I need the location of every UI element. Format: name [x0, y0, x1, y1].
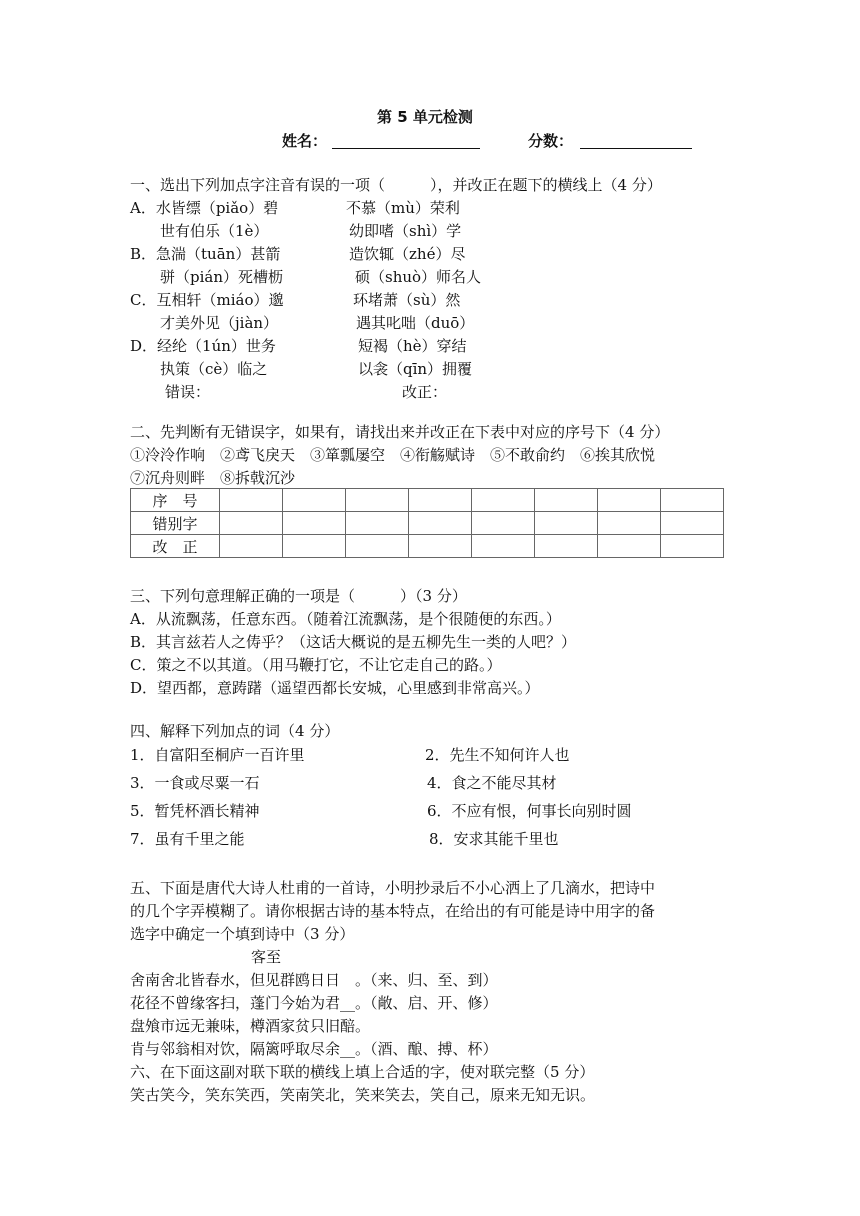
table-cell[interactable]	[283, 489, 346, 512]
q1-line-1b: 不慕（mù）荣利	[346, 199, 460, 217]
score-label: 分数：	[528, 132, 574, 150]
q1-prompt: 一、选出下列加点字注音有误的一项（ ），并改正在题下的横线上（4 分）	[130, 176, 662, 194]
table-cell[interactable]	[535, 535, 598, 558]
q3-option-d: D．望西都，意踌躇（遥望西都长安城，心里感到非常高兴。）	[130, 679, 540, 697]
table-cell[interactable]	[472, 512, 535, 535]
q4-prompt: 四、解释下列加点的词（4 分）	[130, 722, 340, 740]
q3-option-c: C．策之不以其道。（用马鞭打它，不让它走自己的路。）	[130, 656, 502, 674]
table-cell[interactable]	[409, 489, 472, 512]
q1-line-7a: D．经纶（1ún）世务	[130, 337, 276, 355]
table-cell[interactable]	[283, 512, 346, 535]
table-cell[interactable]	[661, 535, 724, 558]
q1-error-label: 错误：	[165, 383, 211, 401]
poem-line-4: 肯与邻翁相对饮，隔篱呼取尽余__。（酒、酿、搏、杯）	[130, 1040, 498, 1058]
table-cell[interactable]	[220, 535, 283, 558]
table-row	[131, 512, 724, 535]
q2-items-line-2: ⑦沉舟则畔 ⑧拆戟沉沙	[130, 469, 296, 487]
q3-prompt: 三、下列句意理解正确的一项是（ ）（3 分）	[130, 587, 467, 605]
q1-line-2b: 幼即嗜（shì）学	[349, 222, 462, 240]
q1-line-4b: 硕（shuò）师名人	[355, 268, 482, 286]
q4-item-2: 2．先生不知何许人也	[425, 746, 570, 764]
table-header-cell: 序 号	[131, 489, 220, 512]
page-title: 第 5 单元检测	[377, 108, 473, 126]
table-cell[interactable]	[598, 512, 661, 535]
table-header-cell: 改 正	[131, 535, 220, 558]
table-cell[interactable]	[346, 535, 409, 558]
q1-fix-label: 改正：	[402, 383, 448, 401]
table-cell[interactable]	[535, 512, 598, 535]
q3-option-b: B．其言兹若人之俦乎？（这话大概说的是五柳先生一类的人吧？）	[130, 633, 577, 651]
poem-line-3: 盘飧市远无兼味，樽酒家贫只旧醅。	[130, 1017, 371, 1035]
table-cell[interactable]	[661, 489, 724, 512]
q1-line-2a: 世有伯乐（1è）	[130, 222, 269, 240]
table-cell[interactable]	[409, 535, 472, 558]
q1-line-3a: B．急湍（tuān）甚箭	[130, 245, 281, 263]
q1-line-5a: C．互相轩（miáo）邈	[130, 291, 284, 309]
q4-item-3: 3．一食或尽粟一石	[130, 774, 260, 792]
table-cell[interactable]	[346, 489, 409, 512]
answer-table	[130, 488, 724, 558]
q1-line-3b: 造饮辄（zhé）尽	[349, 245, 466, 263]
table-row	[131, 535, 724, 558]
score-field[interactable]	[580, 132, 692, 149]
table-cell[interactable]	[220, 489, 283, 512]
q1-line-6b: 遇其叱咄（duō）	[356, 314, 475, 332]
couplet-line: 笑古笑今，笑东笑西，笑南笑北，笑来笑去，笑自己，原来无知无识。	[130, 1086, 596, 1104]
poem-line-2: 花径不曾缘客扫，蓬门今始为君__。（敞、启、开、修）	[130, 994, 498, 1012]
table-cell[interactable]	[472, 489, 535, 512]
q4-item-4: 4．食之不能尽其材	[427, 774, 557, 792]
table-header-cell: 错别字	[131, 512, 220, 535]
q4-item-6: 6．不应有恨，何事长向别时圆	[427, 802, 632, 820]
q1-line-6a: 才美外见（jiàn）	[130, 314, 279, 332]
q5-prompt-line-3: 选字中确定一个填到诗中（3 分）	[130, 925, 355, 943]
q1-line-7b: 短褐（hè）穿结	[358, 337, 467, 355]
table-cell[interactable]	[283, 535, 346, 558]
q5-prompt-line-2: 的几个字弄模糊了。请你根据古诗的基本特点，在给出的有可能是诗中用字的备	[130, 902, 656, 920]
table-cell[interactable]	[346, 512, 409, 535]
q1-line-5b: 环堵萧（sù）然	[353, 291, 461, 309]
q4-item-8: 8．安求其能千里也	[429, 830, 559, 848]
poem-line-1: 舍南舍北皆春水，但见群鸥日日 。（来、归、至、到）	[130, 971, 498, 989]
q4-item-7: 7．虽有千里之能	[130, 830, 245, 848]
table-cell[interactable]	[535, 489, 598, 512]
q4-item-1: 1．自富阳至桐庐一百许里	[130, 746, 305, 764]
q2-prompt: 二、先判断有无错误字，如果有，请找出来并改正在下表中对应的序号下（4 分）	[130, 423, 670, 441]
table-cell[interactable]	[661, 512, 724, 535]
table-cell[interactable]	[472, 535, 535, 558]
q5-prompt-line-1: 五、下面是唐代大诗人杜甫的一首诗，小明抄录后不小心洒上了几滴水，把诗中	[130, 879, 656, 897]
table-cell[interactable]	[409, 512, 472, 535]
table-row	[131, 489, 724, 512]
name-field[interactable]	[332, 132, 480, 149]
table-cell[interactable]	[598, 489, 661, 512]
table-cell[interactable]	[598, 535, 661, 558]
q2-items-line-1: ①泠泠作响 ②鸢飞戾天 ③箪瓢屡空 ④衔觞赋诗 ⑤不敢俞约 ⑥挨其欣悦	[130, 446, 656, 464]
q4-item-5: 5．暂凭杯酒长精神	[130, 802, 260, 820]
name-label: 姓名：	[282, 132, 328, 150]
q1-line-1a: A．水皆缥（piǎo）碧	[130, 199, 279, 217]
q3-option-a: A．从流飘荡，任意东西。（随着江流飘荡，是个很随便的东西。）	[130, 610, 561, 628]
q6-prompt: 六、在下面这副对联下联的横线上填上合适的字，使对联完整（5 分）	[130, 1063, 595, 1081]
q1-line-4a: 骈（pián）死槽枥	[130, 268, 284, 286]
q1-line-8b: 以衾（qīn）拥覆	[358, 360, 473, 378]
poem-title: 客至	[251, 948, 282, 966]
table-cell[interactable]	[220, 512, 283, 535]
q1-line-8a: 执策（cè）临之	[130, 360, 268, 378]
